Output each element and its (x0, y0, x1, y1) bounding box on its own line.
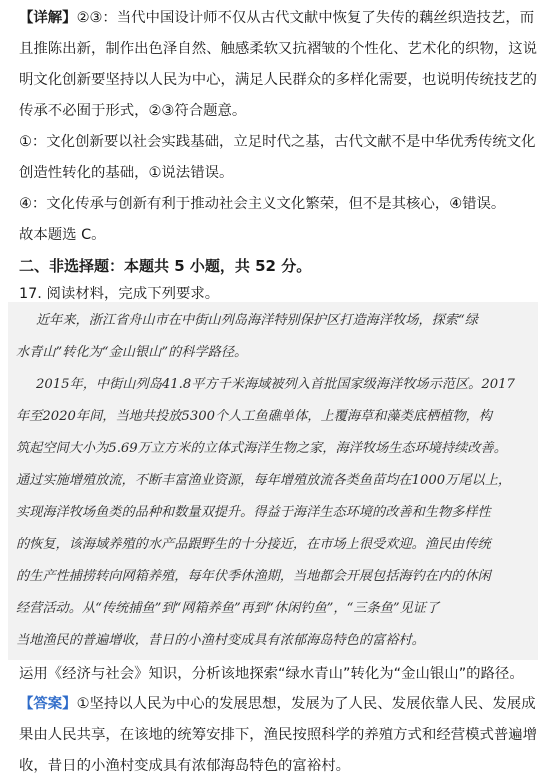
passage-line: 的生产性捕捞转向网箱养殖，每年伏季休渔期，当地都会开展包括海钓在内的休闲 (16, 569, 491, 584)
passage-line: 2015年，中街山列岛41.8平方千米海域被列入首批国家级海洋牧场示范区。2017 (36, 377, 515, 392)
passage-line: 经营活动。从“传统捕鱼”到“网箱养鱼”再到“休闲钓鱼”，“三条鱼”见证了 (16, 601, 440, 616)
explanation-tag: 【详解】 (19, 10, 77, 26)
passage-line: 实现海洋牧场鱼类的品种和数量双提升。得益于海洋生态环境的改善和生物多样性 (16, 505, 491, 520)
answer-text: ①坚持以人民为中心的发展思想，发展为了人民、发展依靠人民、发展成 (76, 696, 536, 712)
explanation-line-3: 明文化创新要坚持以人民为中心，满足人民群众的多样化需要，也说明传统技艺的 (19, 72, 538, 88)
explanation-line-2: 且推陈出新，制作出色泽自然、触感柔软又抗褶皱的个性化、艺术化的织物，这说 (19, 41, 538, 57)
answer-line-1 (19, 694, 536, 714)
question-number: 17. 阅读材料，完成下列要求。 (19, 286, 220, 302)
section-heading: 二、非选择题：本题共 5 小题，共 52 分。 (19, 257, 312, 275)
answer-tag: 【答案】 (19, 696, 77, 712)
reading-passage (8, 302, 538, 660)
answer-line-3: 收，昔日的小渔村变成具有浓郁海岛特色的富裕村。 (19, 758, 350, 774)
passage-line: 筑起空间大小为5.69万立方米的立体式海洋生物之家，海洋牧场生态环境持续改善。 (16, 441, 507, 456)
answer-choice-line: 故本题选 C。 (19, 227, 106, 243)
passage-line: 近年来，浙江省舟山市在中街山列岛海洋特别保护区打造海洋牧场，探索“绿 (36, 313, 478, 328)
explanation-line-7: ④：文化传承与创新有利于推动社会主义文化繁荣，但不是其核心，④错误。 (19, 196, 506, 212)
explanation-line-4: 传承不必囿于形式，②③符合题意。 (19, 103, 247, 119)
passage-line: 通过实施增殖放流，不断丰富渔业资源，每年增殖放流各类鱼苗均在1000万尾以上， (16, 473, 512, 488)
explanation-line-6: 创造性转化的基础，①说法错误。 (19, 165, 234, 181)
explanation-line-1 (19, 8, 534, 28)
passage-line: 年至2020年间，当地共投放5300个人工鱼礁单体，上覆海草和藻类底栖植物，构 (16, 409, 492, 424)
question-prompt: 运用《经济与社会》知识，分析该地探索“绿水青山”转化为“金山银山”的路径。 (19, 666, 524, 682)
explanation-text: ②③：当代中国设计师不仅从古代文献中恢复了失传的藕丝织造技艺，而 (76, 10, 535, 26)
passage-line: 当地渔民的普遍增收，昔日的小渔村变成具有浓郁海岛特色的富裕村。 (16, 633, 425, 648)
answer-line-2: 果由人民共享，在该地的统筹安排下，渔民按照科学的养殖方式和经营模式普遍增 (19, 727, 538, 743)
passage-line: 水青山”转化为“金山银山”的科学路径。 (16, 345, 248, 360)
passage-line: 的恢复，该海域养殖的水产品跟野生的十分接近，在市场上很受欢迎。渔民由传统 (16, 537, 491, 552)
explanation-line-5: ①：文化创新要以社会实践基础，立足时代之基，古代文献不是中华优秀传统文化 (19, 134, 536, 150)
